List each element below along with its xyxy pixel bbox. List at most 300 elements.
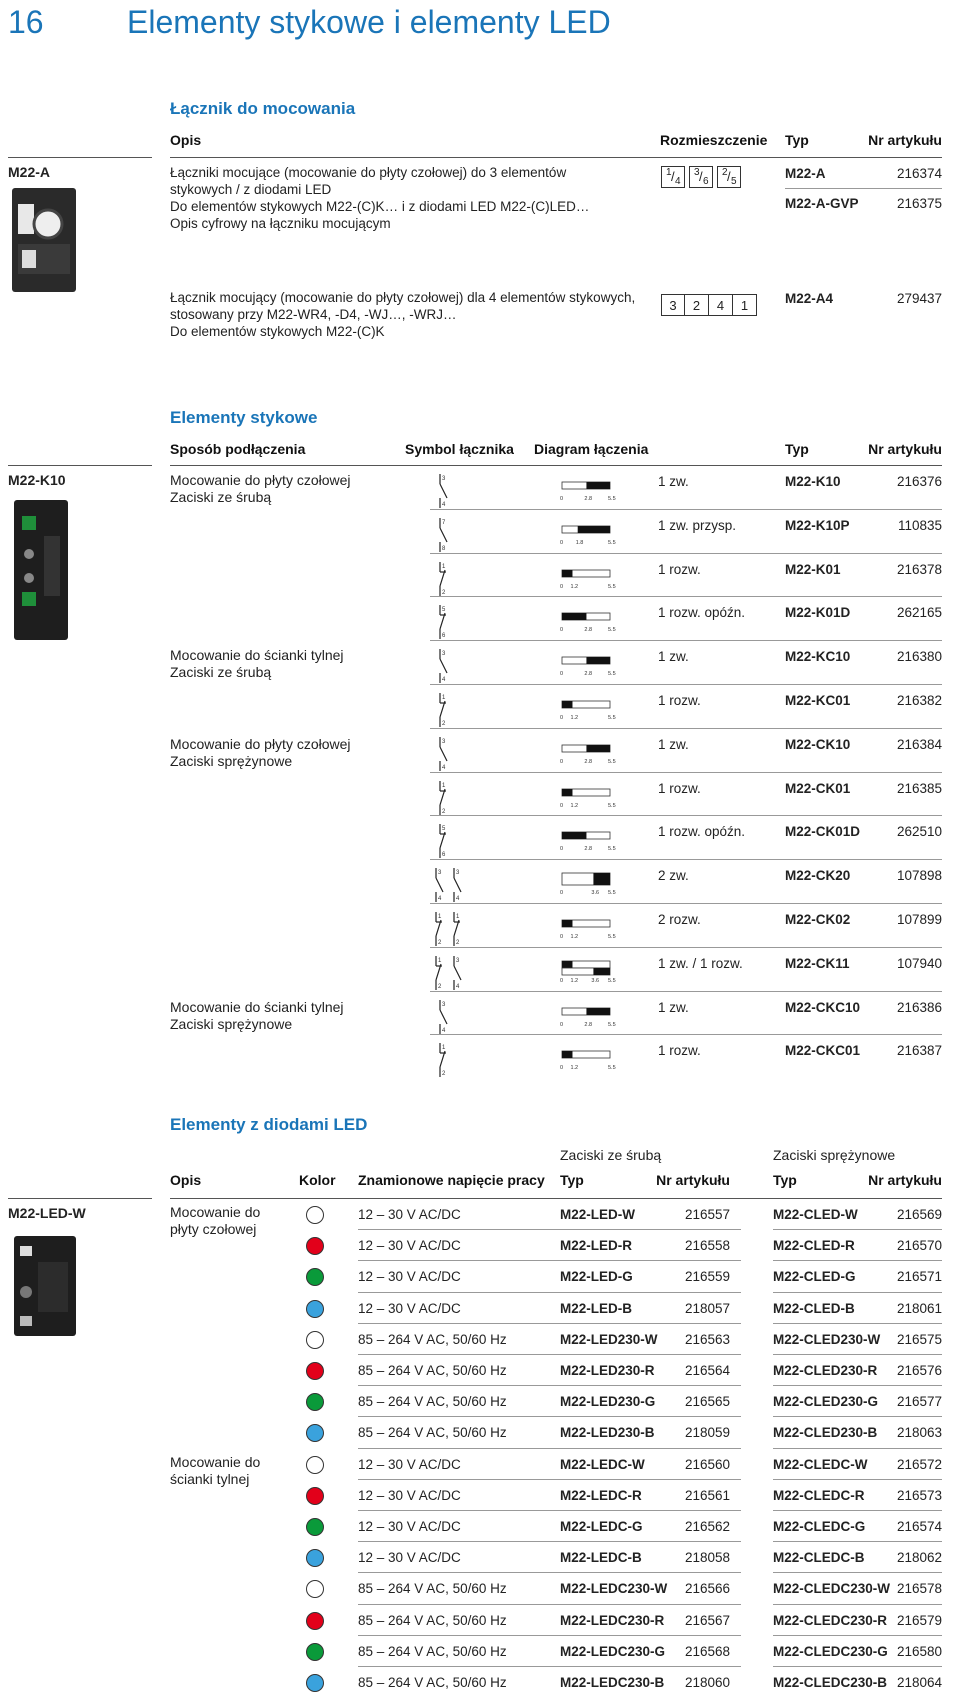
- svg-text:0: 0: [560, 759, 564, 765]
- article-number: 216376: [896, 474, 942, 489]
- svg-text:3.6: 3.6: [591, 978, 600, 984]
- article-number-screw: 216563: [684, 1332, 730, 1347]
- layout-digits: [661, 294, 757, 316]
- type-code: M22-KC10: [785, 649, 851, 664]
- article-number-spring: 216577: [896, 1394, 942, 1409]
- led-color-indicator: [306, 1206, 324, 1224]
- type-code-spring: M22-CLEDC-G: [773, 1519, 866, 1534]
- row-divider: [430, 640, 942, 641]
- desc-line: Łączniki mocujące (mocowanie do płyty czołowej) do 3 elementów: [170, 165, 567, 180]
- led-group-label: ścianki tylnej: [170, 1471, 250, 1487]
- type-code-spring: M22-CLEDC230-G: [773, 1644, 888, 1659]
- row-divider: [358, 1479, 741, 1480]
- svg-text:4: 4: [438, 896, 442, 902]
- type-code: M22-A-GVP: [785, 196, 859, 211]
- contact-symbol-icon: [432, 1041, 472, 1079]
- svg-text:5.5: 5.5: [608, 803, 616, 809]
- fraction-box: 3 / 6: [689, 166, 713, 188]
- type-code: M22-CK11: [785, 956, 850, 971]
- svg-text:0: 0: [560, 540, 564, 546]
- article-number: 216378: [896, 562, 942, 577]
- col-header-opis: Opis: [170, 132, 202, 148]
- type-code-screw: M22-LEDC230-R: [560, 1613, 665, 1628]
- contact-description: 1 rozw.: [658, 1043, 701, 1058]
- svg-text:1.2: 1.2: [570, 1065, 579, 1071]
- row-divider: [430, 509, 942, 510]
- article-number-screw: 216564: [684, 1363, 730, 1378]
- type-code-screw: M22-LED-W: [560, 1207, 635, 1222]
- contact-description: 1 zw. / 1 rozw.: [658, 956, 743, 971]
- row-divider: [358, 1292, 741, 1293]
- type-code-screw: M22-LED-R: [560, 1238, 633, 1253]
- svg-text:0: 0: [560, 671, 564, 677]
- col-header-napiecie: Znamionowe napięcie pracy: [358, 1172, 545, 1188]
- col-header-typ-spring: Typ: [773, 1172, 797, 1188]
- type-code-screw: M22-LEDC230-B: [560, 1675, 665, 1690]
- connection-method-label: Zaciski sprężynowe: [170, 753, 293, 769]
- row-divider: [358, 1229, 741, 1230]
- type-code-spring: M22-CLED-G: [773, 1269, 856, 1284]
- section-title-led-elements: Elementy z diodami LED: [170, 1115, 368, 1134]
- svg-text:5.5: 5.5: [608, 1065, 616, 1071]
- contact-symbol-icon: [432, 560, 472, 598]
- article-number: 216386: [896, 1000, 942, 1015]
- svg-text:2: 2: [456, 940, 460, 946]
- svg-text:1: 1: [438, 914, 442, 920]
- led-color-indicator: [306, 1612, 324, 1630]
- row-divider: [358, 1416, 741, 1417]
- divider: [170, 465, 942, 466]
- contact-symbol-icon: [432, 866, 472, 904]
- switching-diagram: [558, 1047, 620, 1071]
- contact-symbol-icon: [432, 954, 472, 992]
- svg-text:2.8: 2.8: [584, 627, 593, 633]
- type-code-screw: M22-LEDC230-W: [560, 1581, 668, 1596]
- type-code-screw: M22-LED-G: [560, 1269, 633, 1284]
- row-divider: [430, 947, 942, 948]
- article-number-screw: 216560: [684, 1457, 730, 1472]
- mounting-adapter-photo: [8, 184, 80, 296]
- rated-voltage: 85 – 264 V AC, 50/60 Hz: [358, 1363, 507, 1378]
- row-divider: [773, 1323, 942, 1324]
- row-divider: [358, 1448, 741, 1449]
- svg-text:1.2: 1.2: [570, 934, 579, 940]
- product-label-m22-a: M22-A: [8, 164, 51, 180]
- svg-text:2.8: 2.8: [584, 759, 593, 765]
- type-code-spring: M22-CLEDC230-B: [773, 1675, 888, 1690]
- svg-text:2: 2: [438, 940, 442, 946]
- col-header-nr-spring: Nr artykułu: [868, 1172, 942, 1188]
- article-number-spring: 216574: [896, 1519, 942, 1534]
- svg-text:1: 1: [438, 958, 442, 964]
- type-code: M22-CKC01: [785, 1043, 861, 1058]
- row-divider: [773, 1448, 942, 1449]
- desc-line: Do elementów stykowych M22-(C)K: [170, 324, 385, 339]
- type-code-spring: M22-CLED230-W: [773, 1332, 881, 1347]
- svg-text:4: 4: [442, 677, 446, 683]
- article-number-screw: 216565: [684, 1394, 730, 1409]
- rated-voltage: 12 – 30 V AC/DC: [358, 1269, 461, 1284]
- row-divider: [430, 684, 942, 685]
- rated-voltage: 85 – 264 V AC, 50/60 Hz: [358, 1581, 507, 1596]
- led-color-indicator: [306, 1580, 324, 1598]
- article-number-spring: 216579: [896, 1613, 942, 1628]
- col-header-opis: Opis: [170, 1172, 202, 1188]
- switching-diagram: [558, 960, 620, 984]
- led-color-indicator: [306, 1331, 324, 1349]
- row-divider: [430, 553, 942, 554]
- section-title-mounting-adapter: Łącznik do mocowania: [170, 99, 356, 118]
- rated-voltage: 85 – 264 V AC, 50/60 Hz: [358, 1394, 507, 1409]
- type-code: M22-CKC10: [785, 1000, 861, 1015]
- svg-text:6: 6: [442, 852, 446, 858]
- type-code: M22-CK01: [785, 781, 851, 796]
- switching-diagram: [558, 1004, 620, 1028]
- svg-text:4: 4: [442, 1028, 446, 1034]
- svg-text:0: 0: [560, 934, 564, 940]
- rated-voltage: 12 – 30 V AC/DC: [358, 1519, 461, 1534]
- article-number-screw: 216559: [684, 1269, 730, 1284]
- row-divider: [773, 1635, 942, 1636]
- product-label-m22-led-w: M22-LED-W: [8, 1205, 86, 1221]
- col-header-sposob: Sposób podłączenia: [170, 441, 306, 457]
- connection-method-label: Zaciski ze śrubą: [170, 664, 272, 680]
- led-color-indicator: [306, 1487, 324, 1505]
- led-color-indicator: [306, 1268, 324, 1286]
- type-code: M22-A4: [785, 291, 834, 306]
- type-code: M22-K10P: [785, 518, 850, 533]
- type-code-spring: M22-CLEDC230-R: [773, 1613, 888, 1628]
- row-divider: [773, 1479, 942, 1480]
- led-color-indicator: [306, 1518, 324, 1536]
- article-number-spring: 218062: [896, 1550, 942, 1565]
- row-divider: [358, 1572, 741, 1573]
- contact-symbol-icon: [432, 910, 472, 948]
- svg-text:3: 3: [442, 476, 446, 482]
- digit-cell: 4: [709, 294, 733, 316]
- led-color-indicator: [306, 1237, 324, 1255]
- row-divider: [358, 1323, 741, 1324]
- led-color-indicator: [306, 1393, 324, 1411]
- connection-method-label: Mocowanie do płyty czołowej: [170, 736, 351, 752]
- svg-text:3: 3: [442, 1002, 446, 1008]
- article-number-spring: 216570: [896, 1238, 942, 1253]
- type-code: M22-CK02: [785, 912, 851, 927]
- svg-text:1: 1: [442, 564, 446, 570]
- svg-text:2: 2: [438, 984, 442, 990]
- article-number-spring: 218063: [896, 1425, 942, 1440]
- rated-voltage: 12 – 30 V AC/DC: [358, 1550, 461, 1565]
- svg-text:3: 3: [456, 958, 460, 964]
- type-code: M22-CK01D: [785, 824, 861, 839]
- switching-diagram: [558, 653, 620, 677]
- svg-text:3: 3: [442, 739, 446, 745]
- row-divider: [430, 815, 942, 816]
- article-number-screw: 218057: [684, 1301, 730, 1316]
- svg-text:5.5: 5.5: [608, 934, 616, 940]
- svg-text:1.2: 1.2: [570, 803, 579, 809]
- desc-line: stykowych / z diodami LED: [170, 182, 332, 197]
- col-header-typ: Typ: [785, 132, 809, 148]
- svg-text:2.8: 2.8: [584, 1022, 593, 1028]
- led-color-indicator: [306, 1549, 324, 1567]
- row-divider: [358, 1510, 741, 1511]
- type-code: M22-K01: [785, 562, 841, 577]
- svg-text:1: 1: [442, 1045, 446, 1051]
- section-title-contact-elements: Elementy stykowe: [170, 408, 318, 427]
- led-group-label: Mocowanie do: [170, 1204, 261, 1220]
- row-divider: [430, 772, 942, 773]
- svg-text:0: 0: [560, 715, 564, 721]
- article-number: 279437: [896, 291, 942, 306]
- type-code-spring: M22-CLED230-G: [773, 1394, 879, 1409]
- svg-text:0: 0: [560, 1022, 564, 1028]
- svg-text:7: 7: [442, 520, 446, 526]
- svg-text:3.6: 3.6: [591, 890, 600, 896]
- article-number-spring: 216575: [896, 1332, 942, 1347]
- svg-text:2: 2: [442, 590, 446, 596]
- connection-method-label: Mocowanie do płyty czołowej: [170, 472, 351, 488]
- contact-symbol-icon: [432, 472, 472, 510]
- row-divider: [430, 903, 942, 904]
- contact-symbol-icon: [432, 603, 472, 641]
- row-divider: [773, 1229, 942, 1230]
- svg-text:5: 5: [442, 607, 446, 613]
- fraction-box: 1 / 4: [661, 166, 685, 188]
- contact-symbol-icon: [432, 998, 472, 1036]
- row-divider: [773, 1604, 942, 1605]
- article-number-screw: 216557: [684, 1207, 730, 1222]
- article-number-spring: 216578: [896, 1581, 942, 1596]
- svg-text:4: 4: [456, 984, 460, 990]
- svg-text:6: 6: [442, 633, 446, 639]
- article-number: 262510: [896, 824, 942, 839]
- article-number: 216385: [896, 781, 942, 796]
- article-number-spring: 218061: [896, 1301, 942, 1316]
- svg-text:4: 4: [442, 502, 446, 508]
- switching-diagram: [558, 741, 620, 765]
- switching-diagram: [558, 828, 620, 852]
- article-number-spring: 216580: [896, 1644, 942, 1659]
- article-number-screw: 216568: [684, 1644, 730, 1659]
- row-divider: [773, 1416, 942, 1417]
- type-code-spring: M22-CLEDC230-W: [773, 1581, 891, 1596]
- desc-line: stosowany przy M22-WR4, -D4, -WJ…, -WRJ…: [170, 307, 457, 322]
- svg-text:1: 1: [442, 695, 446, 701]
- row-divider: [773, 1385, 942, 1386]
- svg-text:2.8: 2.8: [584, 496, 593, 502]
- article-number-spring: 216572: [896, 1457, 942, 1472]
- type-code-screw: M22-LED230-W: [560, 1332, 658, 1347]
- svg-text:5.5: 5.5: [608, 846, 616, 852]
- type-code-spring: M22-CLED-W: [773, 1207, 858, 1222]
- type-code-screw: M22-LEDC-B: [560, 1550, 642, 1565]
- svg-text:5.5: 5.5: [608, 540, 616, 546]
- type-code-spring: M22-CLED-R: [773, 1238, 855, 1253]
- row-divider: [773, 1354, 942, 1355]
- type-code-spring: M22-CLEDC-B: [773, 1550, 865, 1565]
- divider: [8, 1198, 152, 1199]
- svg-text:5.5: 5.5: [608, 890, 616, 896]
- svg-text:0: 0: [560, 890, 564, 896]
- connection-method-label: Zaciski sprężynowe: [170, 1016, 293, 1032]
- col-header-nr-screw: Nr artykułu: [656, 1172, 730, 1188]
- svg-text:1.2: 1.2: [570, 978, 579, 984]
- svg-text:1.8: 1.8: [575, 540, 584, 546]
- rated-voltage: 12 – 30 V AC/DC: [358, 1457, 461, 1472]
- article-number: 262165: [896, 605, 942, 620]
- row-divider: [773, 1666, 942, 1667]
- svg-text:3: 3: [456, 870, 460, 876]
- svg-text:2: 2: [442, 809, 446, 815]
- contact-description: 1 zw.: [658, 737, 689, 752]
- article-number-screw: 218059: [684, 1425, 730, 1440]
- contact-description: 1 zw. przysp.: [658, 518, 737, 533]
- type-code-screw: M22-LEDC-G: [560, 1519, 643, 1534]
- svg-text:5.5: 5.5: [608, 978, 616, 984]
- type-code-screw: M22-LED-B: [560, 1301, 633, 1316]
- digit-cell: 1: [733, 294, 757, 316]
- row-divider: [430, 859, 942, 860]
- contact-description: 1 rozw.: [658, 693, 701, 708]
- svg-text:5: 5: [442, 826, 446, 832]
- type-code: M22-KC01: [785, 693, 851, 708]
- svg-text:2.8: 2.8: [584, 846, 593, 852]
- article-number-screw: 216561: [684, 1488, 730, 1503]
- rated-voltage: 12 – 30 V AC/DC: [358, 1207, 461, 1222]
- switching-diagram: [558, 522, 620, 546]
- digit-cell: 3: [661, 294, 685, 316]
- type-code: M22-A: [785, 166, 826, 181]
- article-number: 216375: [896, 196, 942, 211]
- layout-fractions: [661, 166, 741, 188]
- svg-text:2: 2: [442, 1071, 446, 1077]
- divider: [170, 1198, 942, 1199]
- svg-text:1.2: 1.2: [570, 715, 579, 721]
- desc-line: Opis cyfrowy na łączniku mocującym: [170, 216, 391, 231]
- row-divider: [773, 1572, 942, 1573]
- digit-cell: 2: [685, 294, 709, 316]
- contact-description: 1 zw.: [658, 474, 689, 489]
- article-number: 216382: [896, 693, 942, 708]
- article-number: 216384: [896, 737, 942, 752]
- led-color-indicator: [306, 1643, 324, 1661]
- article-number-spring: 216569: [896, 1207, 942, 1222]
- divider: [785, 188, 942, 189]
- contact-symbol-icon: [432, 691, 472, 729]
- type-code-spring: M22-CLEDC-R: [773, 1488, 865, 1503]
- switching-diagram: [558, 609, 620, 633]
- row-divider: [773, 1541, 942, 1542]
- svg-text:2.8: 2.8: [584, 671, 593, 677]
- article-number-screw: 218060: [684, 1675, 730, 1690]
- rated-voltage: 12 – 30 V AC/DC: [358, 1488, 461, 1503]
- article-number: 107899: [896, 912, 942, 927]
- contact-symbol-icon: [432, 822, 472, 860]
- led-group-label: płyty czołowej: [170, 1221, 257, 1237]
- svg-text:5.5: 5.5: [608, 584, 616, 590]
- led-color-indicator: [306, 1674, 324, 1692]
- type-code-screw: M22-LEDC-R: [560, 1488, 642, 1503]
- switching-diagram: [558, 478, 620, 502]
- svg-text:1.2: 1.2: [570, 584, 579, 590]
- led-color-indicator: [306, 1362, 324, 1380]
- svg-text:3: 3: [442, 651, 446, 657]
- fraction-box: 2 / 5: [717, 166, 741, 188]
- article-number: 107898: [896, 868, 942, 883]
- svg-text:4: 4: [456, 896, 460, 902]
- svg-text:5.5: 5.5: [608, 496, 616, 502]
- rated-voltage: 85 – 264 V AC, 50/60 Hz: [358, 1675, 507, 1690]
- col-header-nr: Nr artykułu: [868, 132, 942, 148]
- switching-diagram: [558, 785, 620, 809]
- contact-description: 1 zw.: [658, 649, 689, 664]
- connection-method-label: Zaciski ze śrubą: [170, 489, 272, 505]
- article-number: 216387: [896, 1043, 942, 1058]
- connection-method-label: Mocowanie do ścianki tylnej: [170, 999, 344, 1015]
- rated-voltage: 85 – 264 V AC, 50/60 Hz: [358, 1644, 507, 1659]
- switching-diagram: [558, 916, 620, 940]
- led-element-photo: [8, 1232, 80, 1342]
- row-divider: [358, 1541, 741, 1542]
- svg-text:0: 0: [560, 803, 564, 809]
- contact-description: 1 rozw. opóźn.: [658, 824, 746, 839]
- type-code: M22-CK10: [785, 737, 851, 752]
- article-number-spring: 216571: [896, 1269, 942, 1284]
- svg-text:0: 0: [560, 627, 564, 633]
- svg-text:8: 8: [442, 546, 446, 552]
- rated-voltage: 12 – 30 V AC/DC: [358, 1301, 461, 1316]
- rated-voltage: 12 – 30 V AC/DC: [358, 1238, 461, 1253]
- desc-line: Łącznik mocujący (mocowanie do płyty czołowej) dla 4 elementów stykowych,: [170, 290, 636, 305]
- led-color-indicator: [306, 1456, 324, 1474]
- rated-voltage: 85 – 264 V AC, 50/60 Hz: [358, 1332, 507, 1347]
- svg-text:5.5: 5.5: [608, 759, 616, 765]
- svg-text:1: 1: [456, 914, 460, 920]
- article-number: 216374: [896, 166, 942, 181]
- page-title: Elementy stykowe i elementy LED: [127, 4, 611, 40]
- rated-voltage: 85 – 264 V AC, 50/60 Hz: [358, 1613, 507, 1628]
- row-divider: [773, 1292, 942, 1293]
- col-header-kolor: Kolor: [299, 1172, 336, 1188]
- led-color-indicator: [306, 1424, 324, 1442]
- svg-text:0: 0: [560, 978, 564, 984]
- col-header-nr: Nr artykułu: [868, 441, 942, 457]
- type-code-spring: M22-CLEDC-W: [773, 1457, 868, 1472]
- divider: [170, 157, 942, 158]
- type-code-spring: M22-CLED-B: [773, 1301, 855, 1316]
- type-code-spring: M22-CLED230-B: [773, 1425, 878, 1440]
- row-divider: [430, 728, 942, 729]
- svg-text:0: 0: [560, 496, 564, 502]
- article-number-spring: 218064: [896, 1675, 942, 1690]
- contact-description: 1 zw.: [658, 1000, 689, 1015]
- article-number-spring: 216573: [896, 1488, 942, 1503]
- svg-text:0: 0: [560, 846, 564, 852]
- led-color-indicator: [306, 1300, 324, 1318]
- divider: [8, 465, 152, 466]
- type-code-screw: M22-LED230-R: [560, 1363, 655, 1378]
- col-header-symbol: Symbol łącznika: [405, 441, 514, 457]
- row-divider: [358, 1354, 741, 1355]
- contact-description: 2 zw.: [658, 868, 689, 883]
- svg-text:5.5: 5.5: [608, 671, 616, 677]
- row-divider: [773, 1510, 942, 1511]
- type-code-screw: M22-LEDC230-G: [560, 1644, 666, 1659]
- row-divider: [358, 1260, 741, 1261]
- svg-text:5.5: 5.5: [608, 627, 616, 633]
- article-number-screw: 216567: [684, 1613, 730, 1628]
